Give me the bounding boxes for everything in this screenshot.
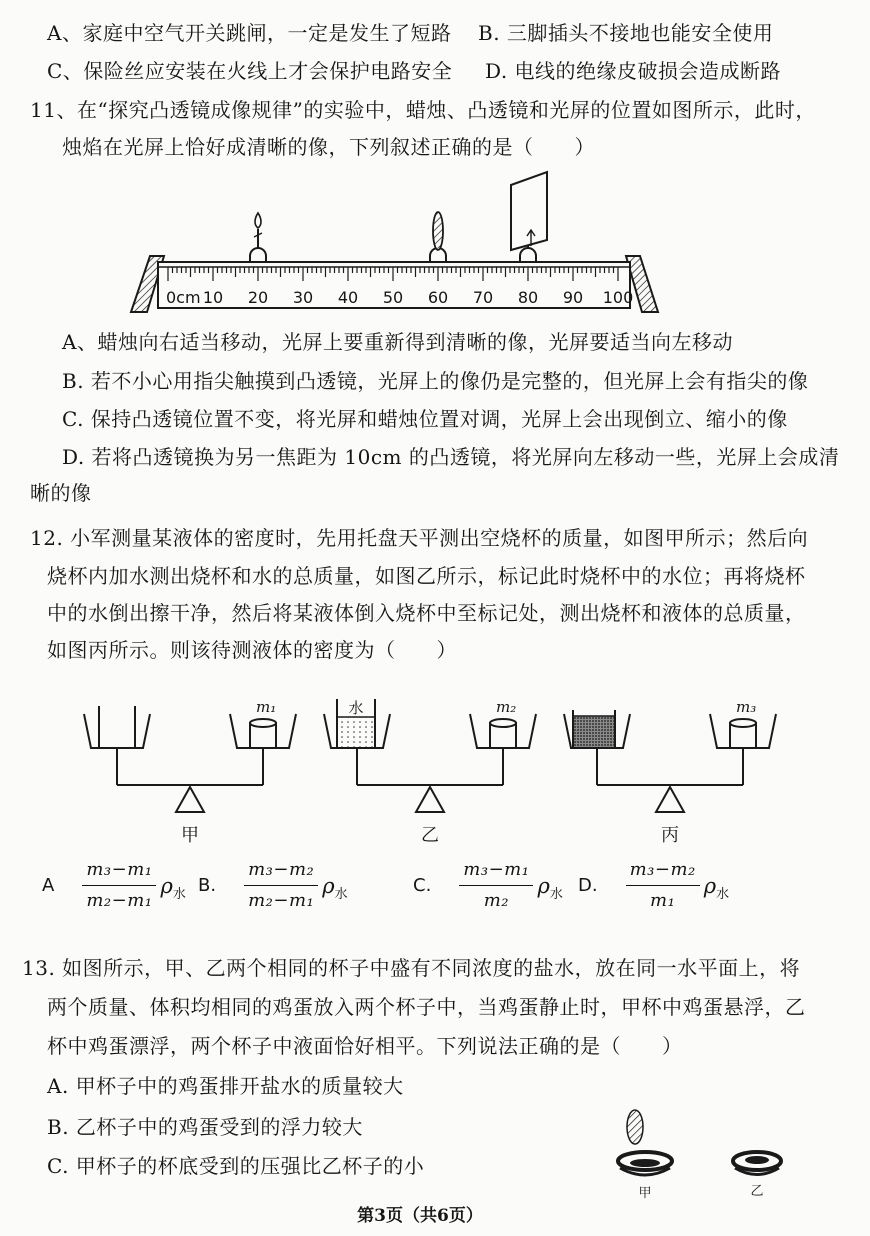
ruler-label: 50 [382,288,404,307]
water-density-symbol [322,873,348,902]
q11-option-d: D. 若将凸透镜换为另一焦距为 10cm 的凸透镜，将光屏向左移动一些，光屏上会成清 [62,445,840,469]
q12-stem-line-3: 中的水倒出擦干净，然后将某液体倒入烧杯中至标记处，测出烧杯和液体的总质量， [47,601,806,625]
fraction-denominator: m₂ [483,890,510,911]
ruler-label: 30 [292,288,314,307]
page-number-footer: 第3页（共6页） [357,1206,483,1226]
ruler-label: 0cm [166,288,201,307]
light-screen [511,172,547,262]
q12-stem-line-4: 如图丙所示。则该待测液体的密度为（ ） [47,638,457,662]
option-letter: A [42,875,55,896]
fraction-numerator: m₃−m₂ [244,858,318,886]
balance-label: 丙 [661,825,679,846]
q11-option-c: C. 保持凸透镜位置不变，将光屏和蜡烛位置对调，光屏上会出现倒立、缩小的像 [62,407,788,431]
balance-yi [324,698,536,846]
fraction-numerator: m₃−m₁ [82,858,156,886]
q13-stem-line-3: 杯中鸡蛋漂浮，两个杯子中液面恰好相平。下列说法正确的是（ ） [47,1034,683,1058]
water-density-symbol [703,873,730,902]
water-label: 水 [348,699,364,717]
water-density-symbol [537,873,563,902]
q13-option-a: A. 甲杯子中的鸡蛋排开盐水的质量较大 [47,1074,404,1098]
cup-label-jia: 甲 [638,1186,652,1201]
fraction-denominator: m₁ [650,890,676,911]
q10-option-b: B. 三脚插头不接地也能安全使用 [478,21,774,45]
balance-bing [564,698,776,846]
ruler-label: 10 [202,288,224,307]
fraction-numerator: m₃−m₂ [626,858,700,886]
q11-option-d-continued: 晰的像 [30,481,92,505]
q12-option-c [413,858,563,913]
balance-jia [84,698,296,846]
fulcrum [416,787,444,812]
rho-symbol: ρ [322,873,335,898]
density-fraction [82,858,156,913]
water-density-symbol [160,873,186,902]
q13-stem-line-1: 13. 如图所示，甲、乙两个相同的杯子中盛有不同浓度的盐水，放在同一水平面上，将 [22,956,801,980]
mass-label: m₁ [256,698,277,716]
left-pan [84,714,150,748]
water-body [338,717,374,748]
weight-top [490,719,516,727]
mass-label: m₃ [736,698,757,716]
q13-option-c: C. 甲杯子的杯底受到的压强比乙杯子的小 [47,1154,425,1178]
q11-option-a: A、蜡烛向右适当移动，光屏上要重新得到清晰的像，光屏要适当向左移动 [62,330,733,354]
q12-option-d [578,858,729,913]
rho-subscript: 水 [334,886,348,902]
q11-option-b: B. 若不小心用指尖触摸到凸透镜，光屏上的像仍是完整的，但光屏上会有指尖的像 [62,369,809,393]
option-letter: C. [413,875,432,896]
q12-option-b [198,858,348,913]
balance-label: 乙 [421,825,439,846]
fraction-denominator: m₂−m₁ [86,890,153,911]
q10-option-a: A、家庭中空气开关跳闸，一定是发生了短路 [47,21,452,45]
cup-yi [733,1152,781,1175]
liquid-body [574,716,614,748]
q13-stem-line-2: 两个质量、体积均相同的鸡蛋放入两个杯子中，当鸡蛋静止时，甲杯中鸡蛋悬浮，乙 [47,995,806,1019]
fulcrum [176,787,204,812]
candle [250,213,266,262]
q13-option-b: B. 乙杯子中的鸡蛋受到的浮力较大 [47,1115,363,1139]
fulcrum [656,787,684,812]
rho-subscript: 水 [172,886,186,902]
cup-label-yi: 乙 [750,1184,764,1199]
q10-option-d: D. 电线的绝缘皮破损会造成断路 [485,59,782,83]
q10-option-c: C、保险丝应安装在火线上才会保护电路安全 [47,59,453,83]
mass-label: m₂ [496,698,517,716]
q11-stem-line-1: 11、在“探究凸透镜成像规律”的实验中，蜡烛、凸透镜和光屏的位置如图所示，此时， [30,98,816,122]
fraction-denominator: m₂−m₁ [248,890,315,911]
fraction-numerator: m₃−m₁ [459,858,533,886]
weight-top [250,719,276,727]
ruler-label: 20 [247,288,269,307]
rho-subscript: 水 [549,886,563,902]
ruler-label: 40 [337,288,359,307]
candle-flame [255,213,261,228]
balance-label: 甲 [181,825,199,846]
ruler-label: 70 [472,288,494,307]
screen-panel [511,172,547,250]
rho-symbol: ρ [703,873,717,898]
weight-top [730,719,756,727]
cup-jia [618,1110,672,1175]
q12-stem-line-1: 12. 小军测量某液体的密度时，先用托盘天平测出空烧杯的质量，如图甲所示；然后向 [30,526,809,550]
optical-bench-figure [131,172,658,312]
convex-lens [430,212,446,262]
egg-cups-figure [618,1110,781,1201]
lens-body [433,212,443,250]
q12-stem-line-2: 烧杯内加水测出烧杯和水的总质量，如图乙所示，标记此时烧杯中的水位；再将烧杯 [47,564,806,588]
option-letter: B. [198,875,217,896]
density-fraction [244,858,318,913]
egg-floating [745,1156,769,1164]
density-fraction [459,858,533,913]
option-letter: D. [578,875,598,896]
q12-option-a [42,858,186,913]
rho-subscript: 水 [716,886,730,902]
cup-liquid [630,1159,660,1167]
empty-beaker [99,706,135,748]
ruler-label: 60 [427,288,449,307]
rho-symbol: ρ [537,873,550,898]
ruler-label: 90 [562,288,584,307]
density-fraction [626,858,700,913]
ruler-label: 80 [517,288,539,307]
candle-holder [250,248,266,262]
rho-symbol: ρ [160,873,173,898]
q11-stem-line-2: 烛焰在光屏上恰好成清晰的像，下列叙述正确的是（ ） [62,135,595,159]
egg-suspended [627,1110,643,1144]
ruler-label: 100 [602,288,634,307]
screen-holder [520,248,536,262]
